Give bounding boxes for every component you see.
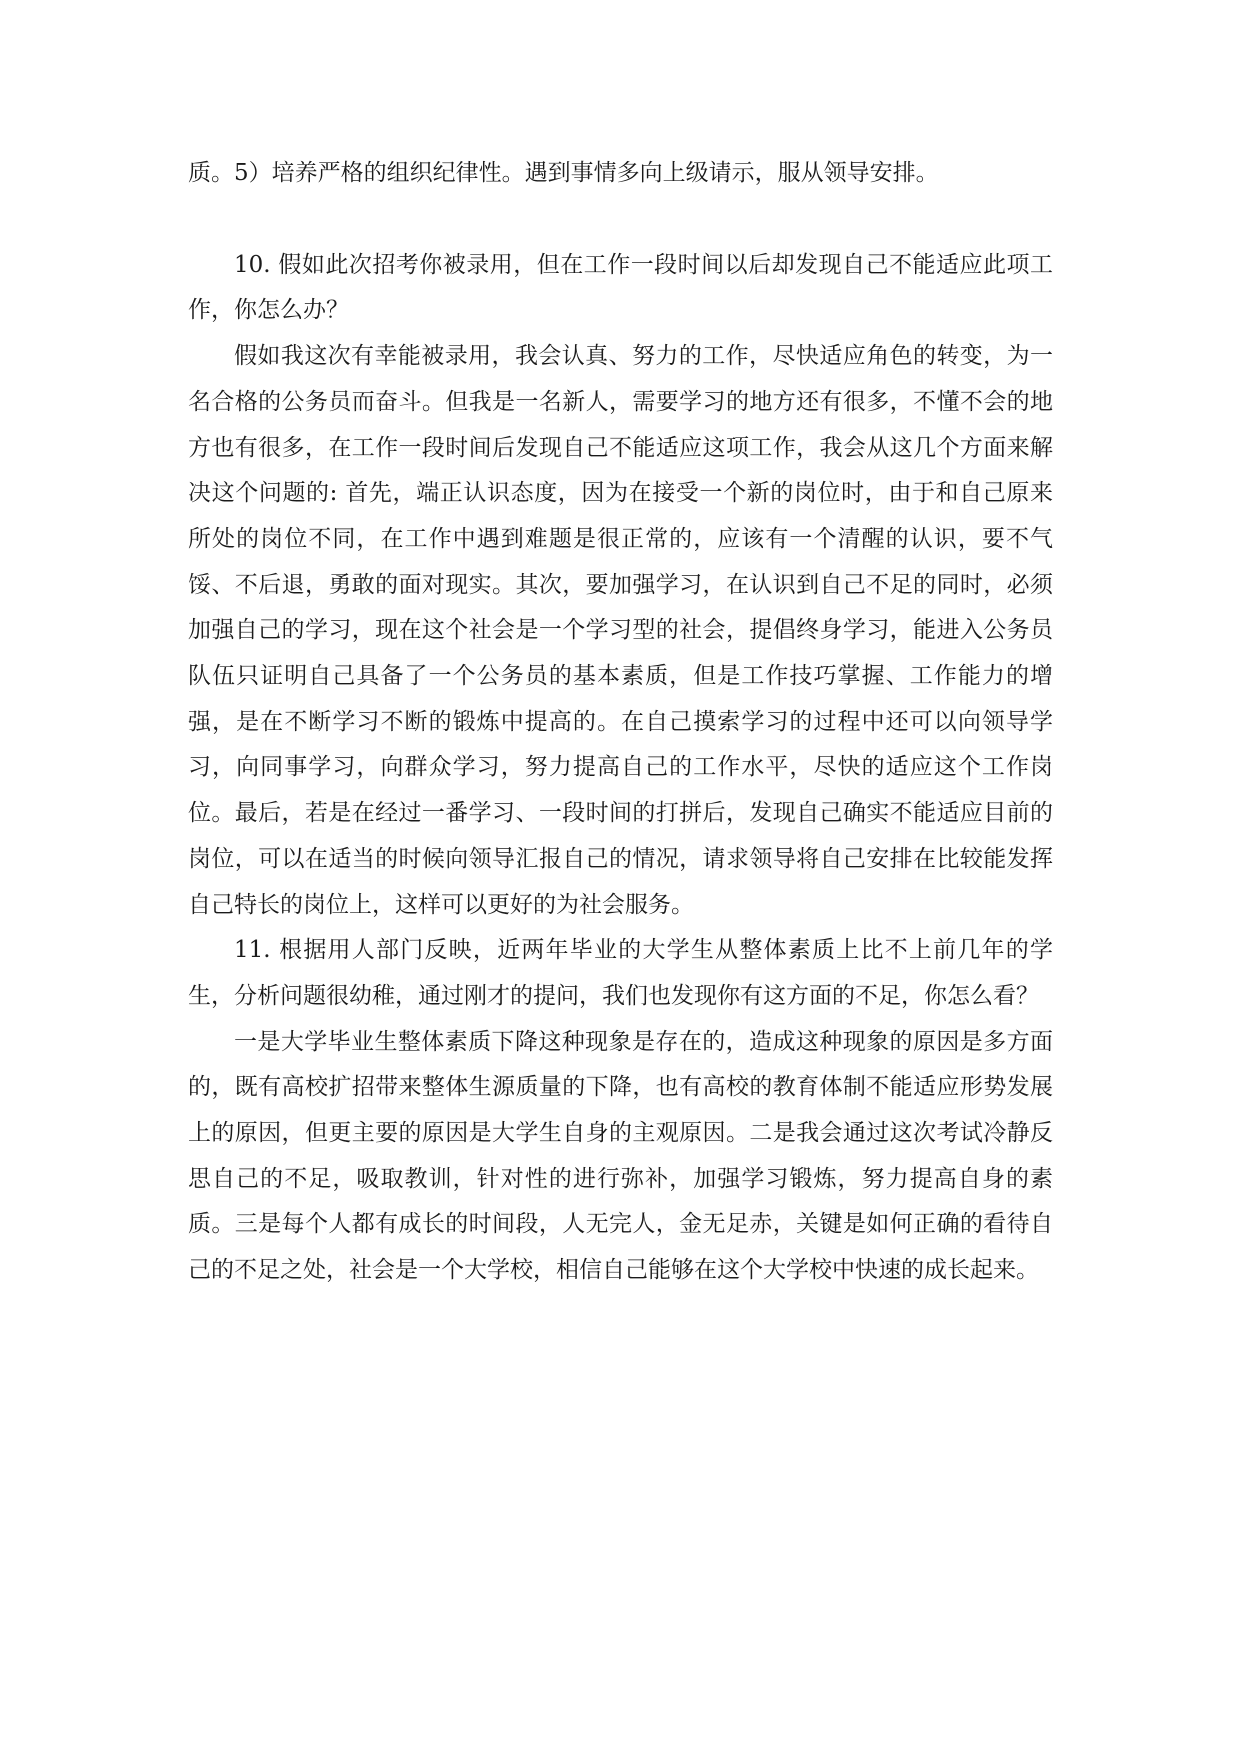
question-11: 11. 根据用人部门反映，近两年毕业的大学生从整体素质上比不上前几年的学生，分析问题很幼稚，通过刚才的提问，我们也发现你有这方面的不足，你怎么看？ <box>188 937 1053 1009</box>
paragraph-continuation: 质。5）培养严格的组织纪律性。遇到事情多向上级请示，服从领导安排。 <box>188 160 939 186</box>
question-10: 10. 假如此次招考你被录用，但在工作一段时间以后却发现自己不能适应此项工作，你怎么办？ <box>188 251 1053 324</box>
answer-10: 假如我这次有幸能被录用，我会认真、努力的工作，尽快适应角色的转变，为一名合格的公务员而奋斗。但我是一名新人，需要学习的地方还有很多，不懂不会的地方也有很多，在工作一段时间后发现自己不能适应这项工作，我会从这几个方面来解决这个问题的: 首先，端正认识态度，因为在接受一个新的岗位时，由于和自己原来所处的岗位不同，在工作中遇到难题是很正常的，应该有一个清醒的认识，要不气馁、不后退，勇敢的面对现实。其次，要加强学习，在认识到自己不足的同时，必须加强自己的学习，现在这个社会是一个学习型的社会，提倡终身学习，能进入公务员队伍只证明自己具备了一个公务员的基本素质，但是工作技巧掌握、工作能力的增强，是在不断学习不断的锻炼中提高的。在自己摸索学习的过程中还可以向领导学习，向同事学习，向群众学习，努力提高自己的工作水平，尽快的适应这个工作岗位。最后，若是在经过一番学习、一段时间的打拼后，发现自己确实不能适应目前的岗位，可以在适当的时候向领导汇报自己的情况，请求领导将自己安排在比较能发挥自己特长的岗位上，这样可以更好的为社会服务。 <box>188 343 1053 918</box>
answer-11: 一是大学毕业生整体素质下降这种现象是存在的，造成这种现象的原因是多方面的，既有高校扩招带来整体生源质量的下降，也有高校的教育体制不能适应形势发展上的原因，但更主要的原因是大学生自身的主观原因。二是我会通过这次考试冷静反思自己的不足，吸取教训，针对性的进行弥补，加强学习锻炼，努力提高自身的素质。三是每个人都有成长的时间段，人无完人，金无足赤，关键是如何正确的看待自己的不足之处，社会是一个大学校，相信自己能够在这个大学校中快速的成长起来。 <box>188 1028 1053 1284</box>
document-body <box>188 151 1053 1294</box>
